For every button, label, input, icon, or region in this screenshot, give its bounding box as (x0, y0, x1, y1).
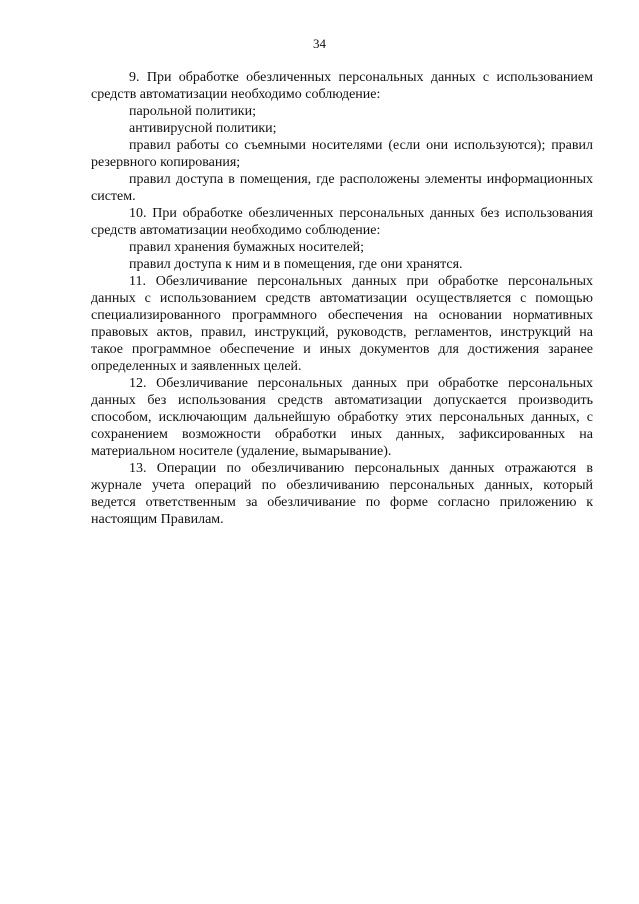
paragraph-9: 9. При обработке обезличенных персональных данных с использованием средств автоматизации необходимо соблюдение: (91, 70, 593, 102)
list-item-access-rules: правил доступа к ним и в помещения, где они хранятся. (129, 257, 463, 272)
list-item-premises-access-rules: правил доступа в помещения, где расположены элементы информационных систем. (91, 172, 593, 204)
paragraph-12: 12. Обезличивание персональных данных при обработке персональных данных без использования средств автоматизации допускается производить способом, исключающим дальнейшую обработку этих персональных данных, с сохранением возможности обработки иных данных, зафиксированных на материальном носителе (удаление, вымарывание). (91, 376, 593, 459)
document-body (91, 69, 593, 528)
page-number: 34 (313, 36, 326, 51)
list-item-paper-storage-rules: правил хранения бумажных носителей; (129, 240, 365, 255)
paragraph-11: 11. Обезличивание персональных данных при обработке персональных данных с использованием средств автоматизации осуществляется с помощью специализированного программного обеспечения на основании нормативных правовых актов, правил, инструкций, руководств, регламентов, инструкций на такое программное обеспечение и иных документов для достижения заранее определенных и заявленных целей. (91, 274, 593, 374)
paragraph-10: 10. При обработке обезличенных персональных данных без использования средств автоматизации необходимо соблюдение: (91, 206, 593, 238)
list-item-password-policy: парольной политики; (129, 104, 256, 119)
list-item-removable-media-rules: правил работы со съемными носителями (если они используются); правил резервного копирования; (91, 138, 593, 170)
paragraph-13: 13. Операции по обезличиванию персональных данных отражаются в журнале учета операций по обезличиванию персональных данных, который ведется ответственным за обезличивание по форме согласно приложению к настоящим Правилам. (91, 461, 593, 527)
list-item-antivirus-policy: антивирусной политики; (129, 121, 277, 136)
